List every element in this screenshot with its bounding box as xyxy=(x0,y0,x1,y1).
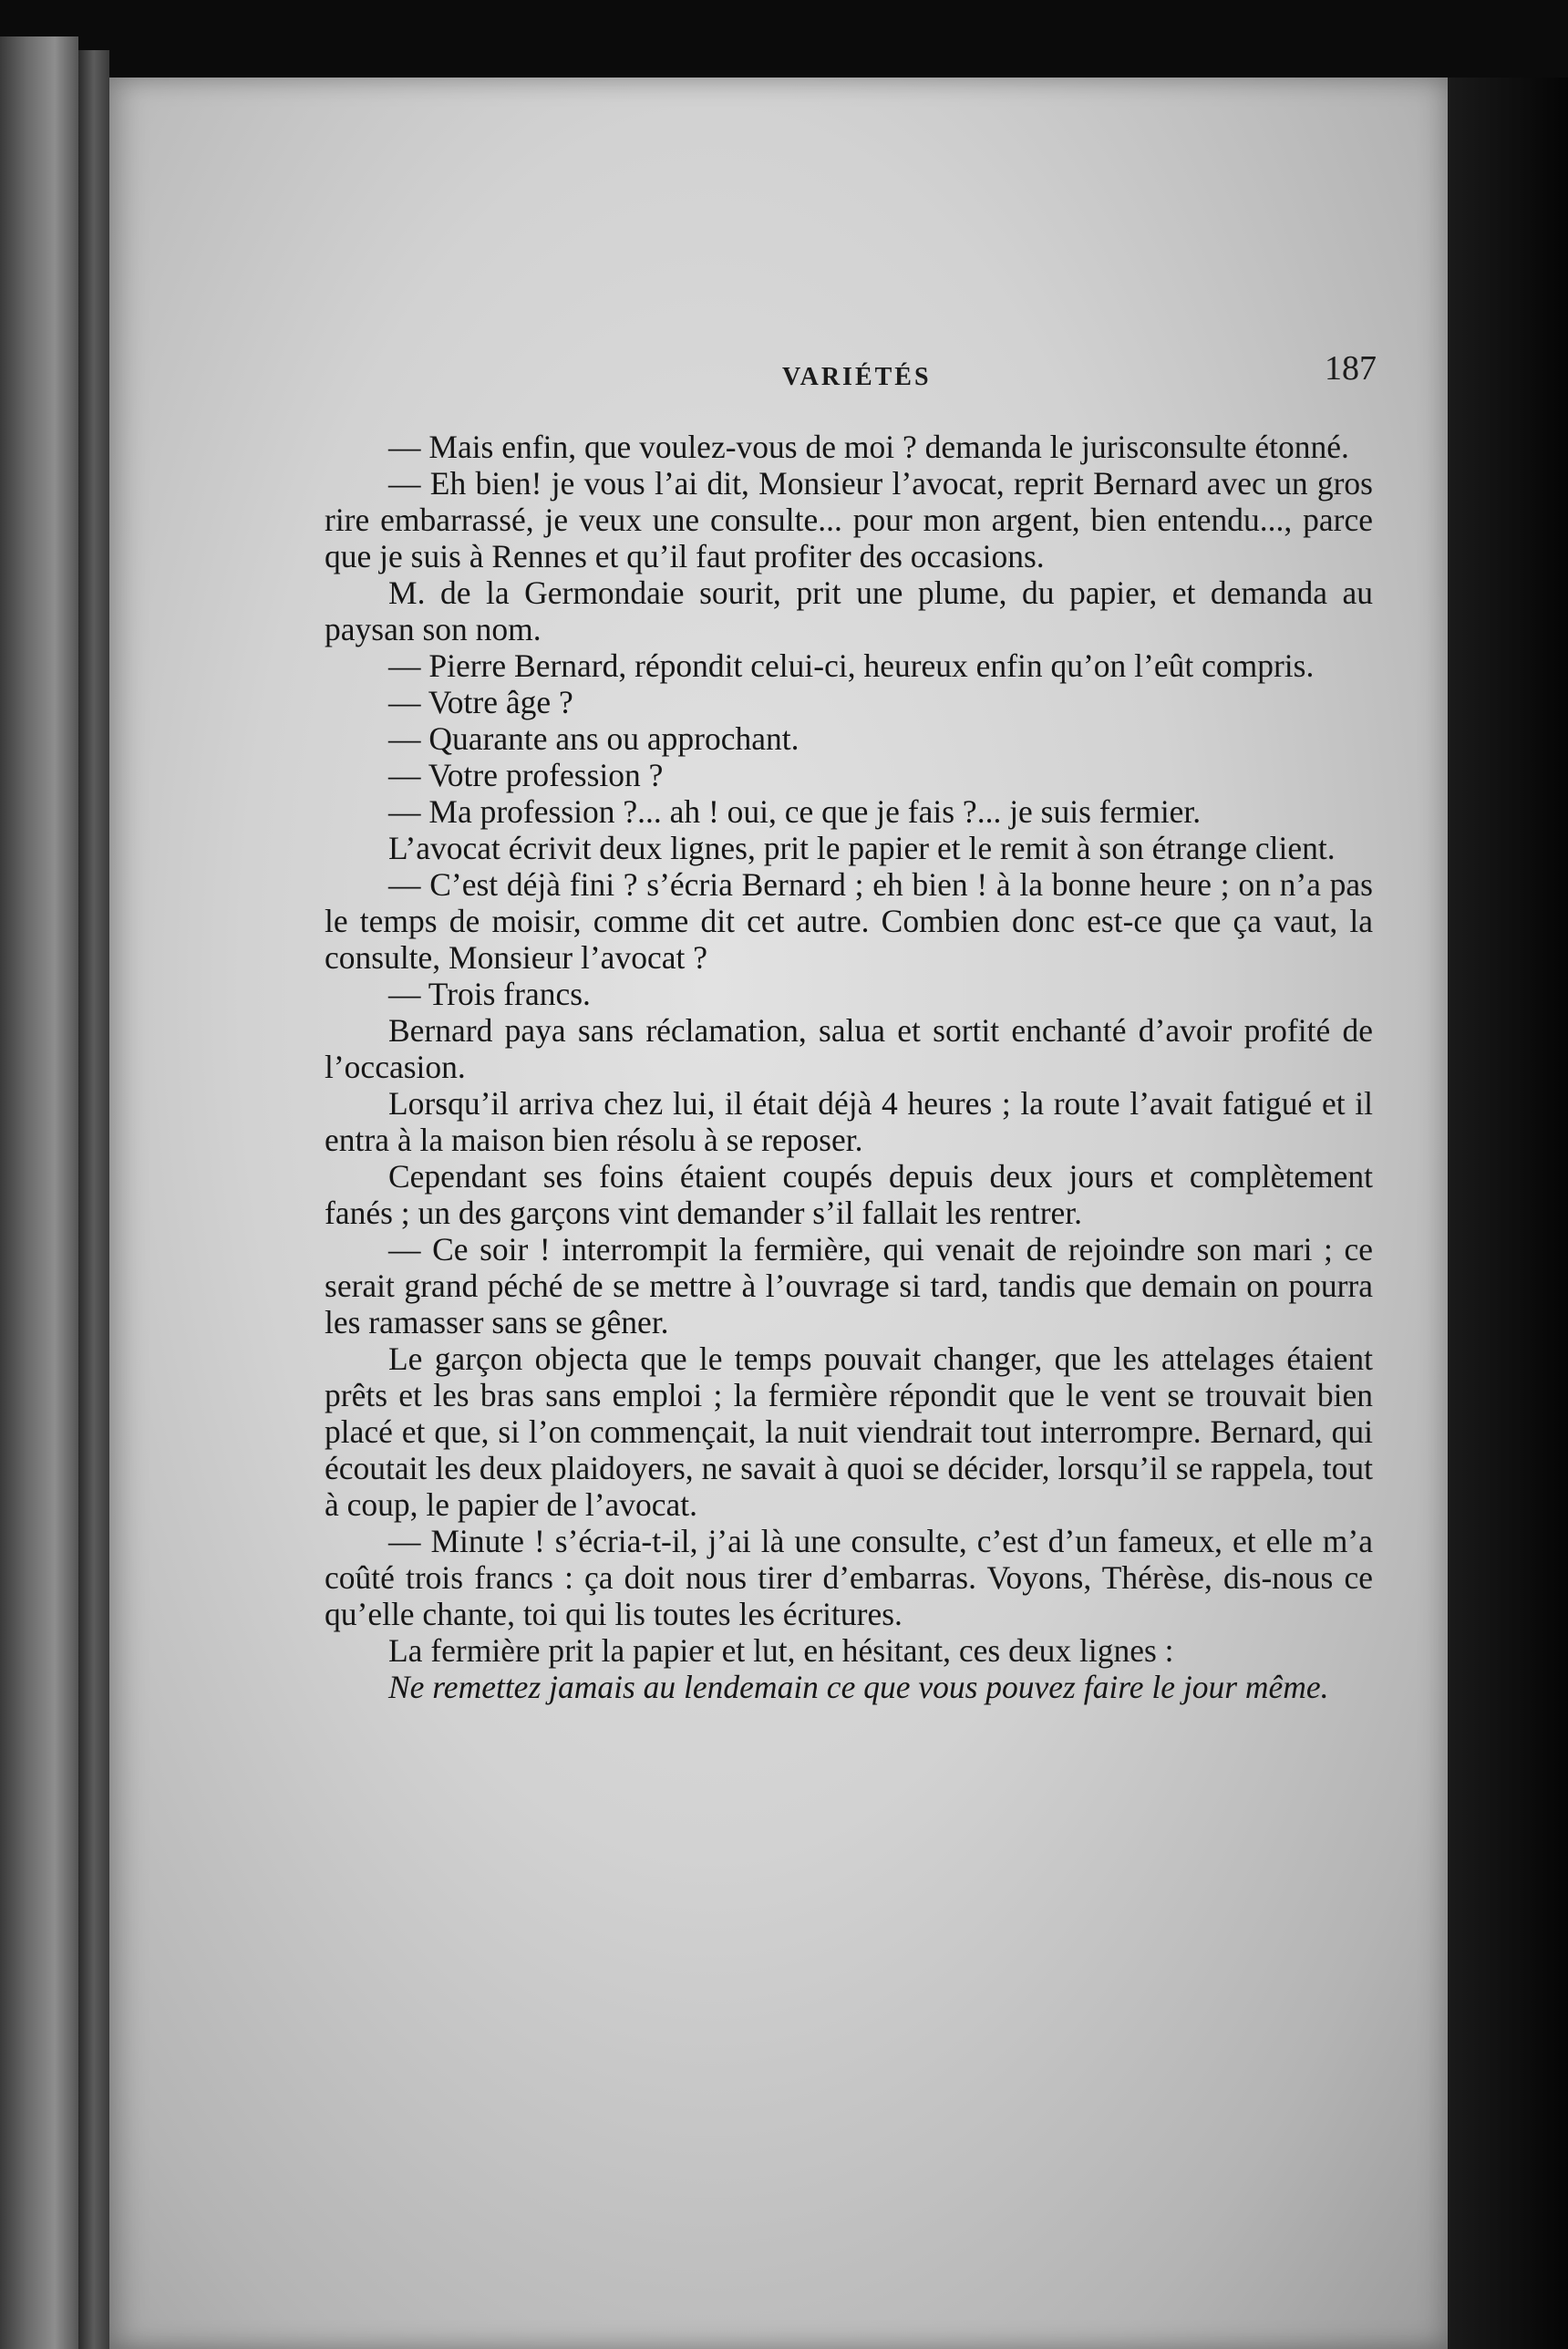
paragraph: — Trois francs. xyxy=(388,976,591,1012)
paragraph: M. de la Germondaie sourit, prit une plume, du papier, et demanda au paysan son nom. xyxy=(325,574,1373,647)
paragraph: — Quarante ans ou approchant. xyxy=(388,720,799,757)
paragraph: — Pierre Bernard, répondit celui-ci, heureux enfin qu’on l’eût compris. xyxy=(388,647,1315,684)
paragraph: — C’est déjà fini ? s’écria Bernard ; eh bien ! à la bonne heure ; on n’a pas le temps de moisir, comme dit cet autre. Combien donc est-ce que ça vaut, la consulte, Monsieur l’avocat ? xyxy=(325,866,1373,976)
left-page-edge xyxy=(0,36,78,2349)
paragraph: — Eh bien! je vous l’ai dit, Monsieur l’avocat, reprit Bernard avec un gros rire embarrassé, je veux une consulte... pour mon argent, bien entendu..., parce que je suis à Rennes et qu’il faut profiter des occasions. xyxy=(325,465,1373,574)
scan-background xyxy=(1448,78,1568,2349)
running-title: VARIÉTÉS xyxy=(782,363,932,391)
book-spine xyxy=(78,50,109,2349)
paragraph: — Votre âge ? xyxy=(388,684,573,720)
paragraph: — Votre profession ? xyxy=(388,757,664,793)
paragraph: Bernard paya sans réclamation, salua et sortit enchanté d’avoir profité de l’occasion. xyxy=(325,1012,1373,1085)
italic-maxim: Ne remettez jamais au lendemain ce que vous pouvez faire le jour même. xyxy=(388,1669,1329,1705)
body-text xyxy=(325,429,1373,1705)
page-number: 187 xyxy=(1325,349,1377,388)
paragraph: Le garçon objecta que le temps pouvait changer, que les attelages étaient prêts et les bras sans emploi ; la fermière répondit que le vent se trouvait bien placé et que, si l’on commençait, la nuit viendrait tout interrompre. Bernard, qui écoutait les deux plaidoyers, ne savait à quoi se décider, lorsqu’il se rappela, tout à coup, le papier de l’avocat. xyxy=(325,1340,1373,1523)
paragraph: Cependant ses foins étaient coupés depuis deux jours et complètement fanés ; un des garçons vint demander s’il fallait les rentrer. xyxy=(325,1158,1373,1231)
paragraph: — Mais enfin, que voulez-vous de moi ? demanda le jurisconsulte étonné. xyxy=(388,429,1349,465)
paragraph: La fermière prit la papier et lut, en hésitant, ces deux lignes : xyxy=(388,1632,1174,1669)
paragraph: Lorsqu’il arriva chez lui, il était déjà 4 heures ; la route l’avait fatigué et il entra à la maison bien résolu à se reposer. xyxy=(325,1085,1373,1158)
paragraph: — Ce soir ! interrompit la fermière, qui venait de rejoindre son mari ; ce serait grand péché de se mettre à l’ouvrage si tard, tandis que demain on pourra les ramasser sans se gêner. xyxy=(325,1231,1373,1340)
paragraph: — Ma profession ?... ah ! oui, ce que je fais ?... je suis fermier. xyxy=(388,793,1202,830)
page-header xyxy=(219,348,1386,403)
paragraph: L’avocat écrivit deux lignes, prit le papier et le remit à son étrange client. xyxy=(388,830,1336,866)
paragraph: — Minute ! s’écria-t-il, j’ai là une consulte, c’est d’un fameux, et elle m’a coûté trois francs : ça doit nous tirer d’embarras. Voyons, Thérèse, dis-nous ce qu’elle chante, toi qui lis toutes les écritures. xyxy=(325,1523,1373,1632)
